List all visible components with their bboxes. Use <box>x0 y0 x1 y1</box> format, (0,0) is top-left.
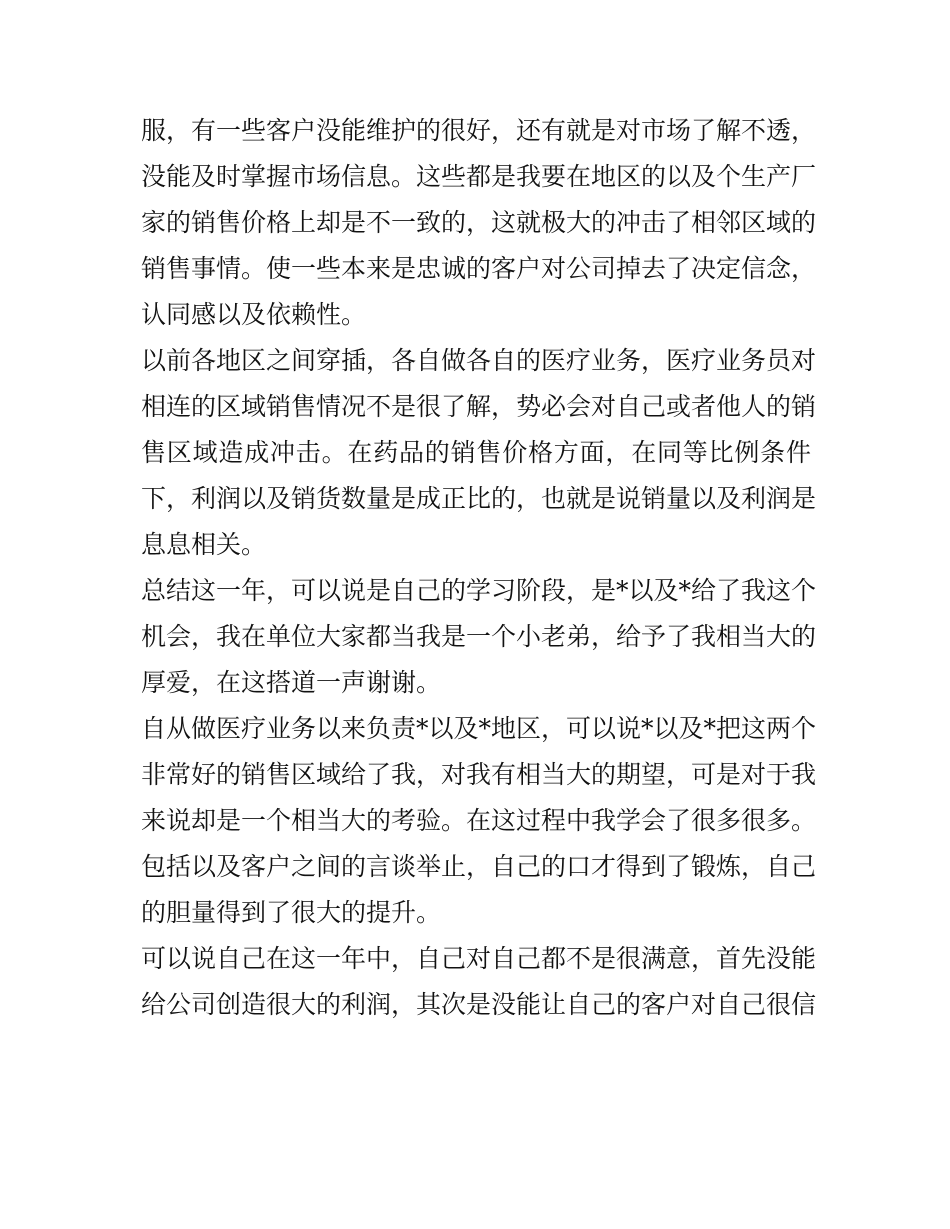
text-line: 服，有一些客户没能维护的很好，还有就是对市场了解不透， <box>141 116 817 145</box>
text-line: 售区域造成冲击。在药品的销售价格方面，在同等比例条件 <box>141 438 811 467</box>
text-line: 认同感以及依赖性。 <box>141 300 367 329</box>
text-line: 没能及时掌握市场信息。这些都是我要在地区的以及个生产厂 <box>141 162 817 191</box>
body-text <box>141 108 821 1028</box>
text-line: 家的销售价格上却是不一致的，这就极大的冲击了相邻区域的 <box>141 208 817 237</box>
text-line: 息息相关。 <box>141 530 267 559</box>
text-line: 包括以及客户之间的言谈举止，自己的口才得到了锻炼，自己 <box>141 852 817 881</box>
text-line: 来说却是一个相当大的考验。在这过程中我学会了很多很多。 <box>141 806 817 835</box>
text-line: 总结这一年，可以说是自己的学习阶段，是*以及*给了我这个 <box>141 576 817 605</box>
text-line: 非常好的销售区域给了我，对我有相当大的期望，可是对于我 <box>141 760 817 789</box>
text-line: 相连的区域销售情况不是很了解，势必会对自己或者他人的销 <box>141 392 817 421</box>
text-line: 的胆量得到了很大的提升。 <box>141 898 442 927</box>
text-line: 可以说自己在这一年中，自己对自己都不是很满意，首先没能 <box>141 944 817 973</box>
text-line: 销售事情。使一些本来是忠诚的客户对公司掉去了决定信念， <box>141 254 817 283</box>
text-line: 厚爱，在这搭道一声谢谢。 <box>141 668 442 697</box>
text-line: 下，利润以及销货数量是成正比的，也就是说销量以及利润是 <box>141 484 817 513</box>
text-line: 自从做医疗业务以来负责*以及*地区，可以说*以及*把这两个 <box>141 714 817 743</box>
text-line: 机会，我在单位大家都当我是一个小老弟，给予了我相当大的 <box>141 622 817 651</box>
text-line: 以前各地区之间穿插，各自做各自的医疗业务，医疗业务员对 <box>141 346 817 375</box>
text-line: 给公司创造很大的利润，其次是没能让自己的客户对自己很信 <box>141 990 817 1019</box>
